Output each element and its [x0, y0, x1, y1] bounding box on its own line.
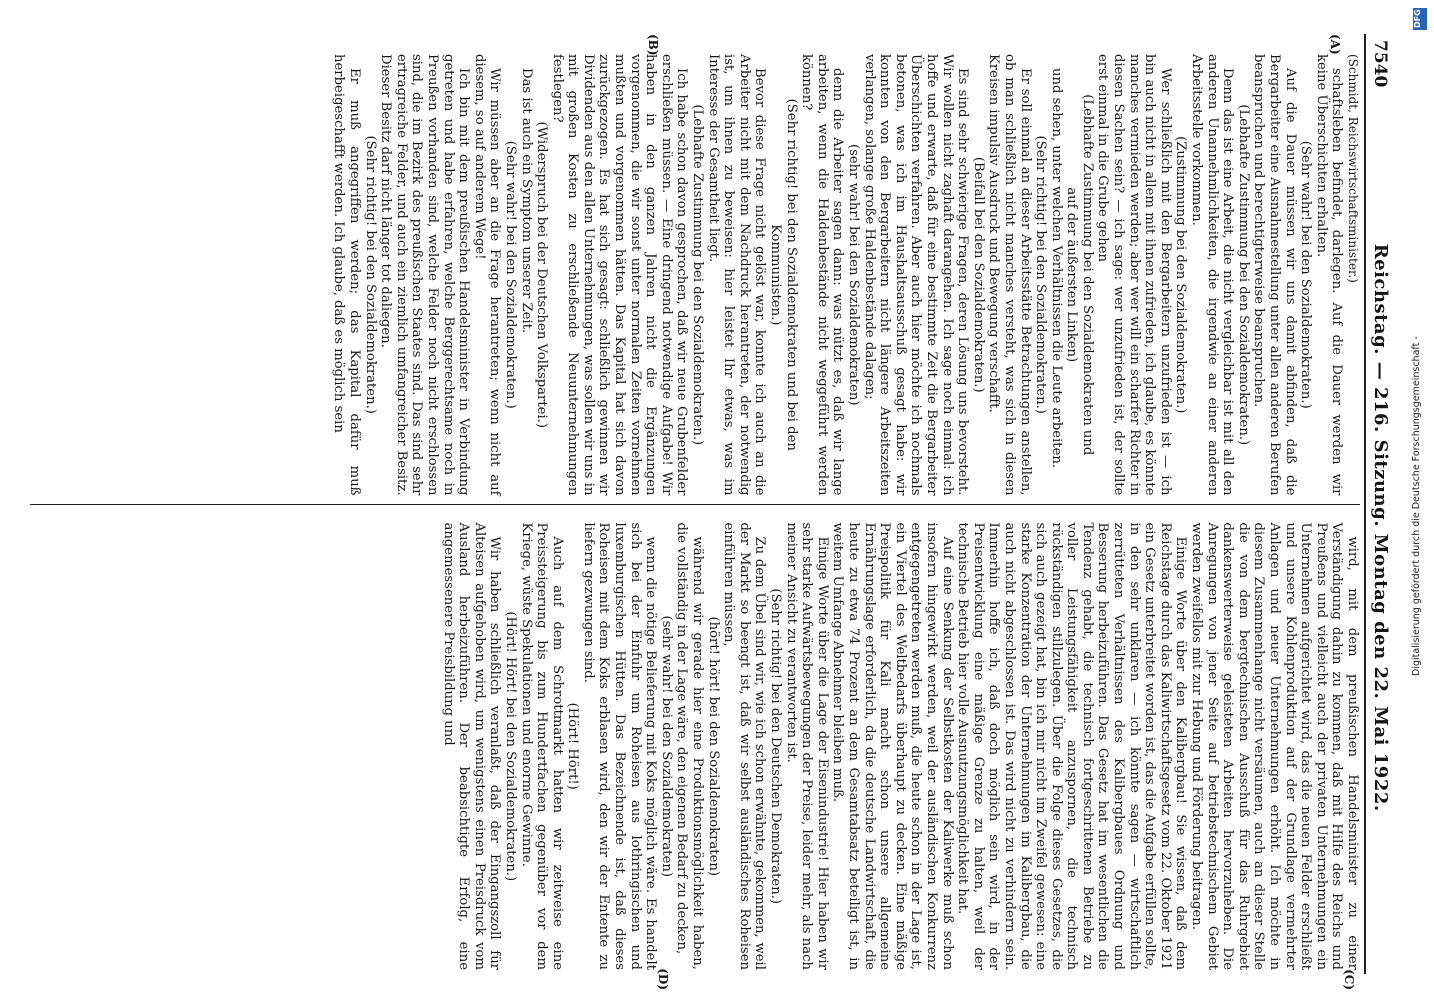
- text-columns: [30, 34, 1360, 990]
- dfg-logo: DFG: [1413, 8, 1427, 30]
- paragraph: Er muß angegriffen werden; das Kapital dafür muß herbeigeschafft werden. Ich glaube, daß es möglich sein: [331, 54, 362, 496]
- interjection: (Lebhafte Zustimmung bei den Sozialdemokraten und auf der äußersten Linken): [1064, 94, 1095, 456]
- paragraph: Wir haben schließlich veranlaßt, daß der Eingangszoll für Alteisen aufgehoben wird, um wenigstens einen Preisdruck vom Ausland herbeizuführen. Der beabsichtigte Erfolg, eine angemessenere Preisbildung und: [440, 522, 503, 970]
- paragraph: Das ist auch ein Symptom unserer Zeit.: [518, 68, 534, 334]
- margin-mark-c: (C): [1342, 969, 1356, 990]
- paragraph: schaftsleben befindet, darlegen. Auf die Dauer werden wir keine Überschichten erhalten.: [1313, 54, 1345, 496]
- paragraph: Wir müssen aber an die Frage herantreten; wenn nicht auf diesem, so auf anderem Wege!: [471, 54, 503, 496]
- left-column-body: [331, 54, 1345, 496]
- speaker-note: (Schmidt, Reichswirtschaftsminister.): [1346, 54, 1360, 283]
- interjection: (Sehr richtig! bei den Sozialdemokraten und bei den Kommunisten.): [768, 98, 799, 451]
- paragraph: Zu dem Übel sind wir, wie ich schon erwähnte, gekommen, weil der Markt so beengt ist, daß wir selbst ausländisches Roheisen einführen müssen,: [721, 522, 768, 970]
- interjection: (Sehr richtig! bei den Sozialdemokraten.): [362, 135, 378, 414]
- paragraph: Einige Worte über den Kalibergbau! Sie wissen, daß dem Reichstage durch das Kaliwirtschaftsgesetz vom 22. Oktober 1921 ein Gesetz unterbreitet worden ist, das die Aufgabe erfüllen sollte, in den sehr unklaren — ich könnte sagen — wirtschaftlich zerrütteten Verhältnissen des Kalibergbaues Ordnung und Besserung herbeizuführen. Das Gesetz hat im wesentlichen die Tendenz gehabt, die technisch fortgeschrittenen Betriebe zu voller Leistungsfähigkeit anzuspornen, die technisch rückständigen stillzulegen. Über die Folge dieses Gesetzes, die sich auch gezeigt hat, bin ich mir nicht im Zweifel gewesen: eine starke Konzentration der Unternehmungen im Kalibergbau, die auch nicht abgeschlossen ist. Das wird nicht zu verhindern sein. Immerhin hoffe ich, daß doch möglich sein wird, in der Preisentwicklung eine mäßige Grenze zu halten, weil der technische Betrieb hier volle Ausnutzungsmöglichkeit hat.: [955, 522, 1189, 970]
- interjection: (Lebhafte Zustimmung bei den Sozialdemokraten.): [690, 104, 706, 446]
- page-number: 7540: [1370, 40, 1390, 88]
- paragraph: wenn die nötige Belieferung mit Koks möglich wäre. Es handelt sich bei der Einfuhr um Roheisen aus lothringischen und luxemburgischen Hütten. Das Bezeichnende ist, daß dieses Roheisen mit dem Koks erblasen wird, den wir der Entente zu liefern gezwungen sind.: [580, 522, 659, 970]
- interjection: (Sehr wahr! bei den Sozialdemokraten.): [1298, 140, 1314, 409]
- paragraph: Auf eine Senkung der Selbstkosten der Kaliwerke muß schon insofern hingewirkt werden, weil der ausländischen Konkurrenz entgegengetreten werden muß, die heute schon in der Lage ist, ein Viertel des Weltbedarfs überhaupt zu decken. Eine mäßige Preispolitik für Kali macht schon unsere allgemeine Ernährungslage erforderlich, da die deutsche Landwirtschaft, die heute zu etwa 74 Prozent an dem Gesamtabsatz beteiligt ist, in weitem Umfange Abnehmer bleiben muß.: [830, 522, 955, 970]
- left-column: [30, 34, 1360, 500]
- paragraph: Er soll einmal an dieser Arbeitsstätte Betrachtungen anstellen, ob man schließlich nicht manches versteht, was sich in diesen Kreisen impulsiv Ausdruck und Bewegung verschafft.: [986, 54, 1033, 496]
- interjection: (Sehr richtig! bei den Deutschen Demokraten.): [768, 588, 784, 905]
- paragraph: wird, mit dem preußischen Handelsminister zu einer Verständigung dahin zu kommen, daß mit Hilfe des Reichs und Preußens und vielleicht auch der privaten Unternehmungen ein Unternehmen aufgerichtet wird, das die neuen Felder erschließt und unsere Kohlenproduktion auf der Grundlage vermehrter Anlagen und neuer Unternehmungen erhöht. Ich möchte in diesem Zusammenhange nicht versäumen, auch an dieser Stelle die von dem bergtechnischen Ausschuß für das Ruhrgebiet dankenswerterweise geleisteten Arbeiten hervorzuheben. Die Anregungen von jener Seite auf betriebstechnischem Gebiet werden zweifellos mit zur Hebung und Förderung beitragen.: [1189, 522, 1360, 970]
- paragraph: Es sind sehr schwierige Fragen, deren Lösung uns bevorsteht. Wir wollen nicht zaghaft darangehen. Ich sage noch einmal: ich hoffe und erwarte, daß für eine bestimmte Zeit die Bergarbeiter Überschichten verfahren. Aber auch hier möchte ich nochmals betonen, was ich im Haushaltsausschuß gesagt habe: wir konnten von den Bergarbeitern nicht längere Arbeitszeiten verlangen, solange große Haldenbestände dalagen;: [861, 54, 971, 496]
- paragraph: Ich bin mit dem preußischen Handelsminister in Verbindung getreten und habe erfahren, welche Berggerechtsame noch in Preußen vorhanden sind, welche Felder noch nicht erschlossen sind, die im Bezirk des preußischen Staates sind. Das sind sehr ertragreiche Felder, und auch ein ziemlich umfangreicher Besitz. Dieser Besitz darf nicht länger tot daliegen.: [378, 54, 472, 496]
- paragraph: denn die Arbeiter sagen dann: was nützt es, daß wir lange arbeiten, wenn die Haldenbestände nicht weggeführt werden können?: [799, 54, 846, 496]
- column-rule: [30, 504, 1360, 505]
- interjection: (Sehr richtig! bei den Sozialdemokraten.): [1033, 135, 1049, 414]
- right-column-body: [440, 523, 1360, 971]
- paragraph: Einige Worte über die Lage der Eisenindustrie! Hier haben wir sehr starke Aufwärtsbewegungen der Preise, leider mehr, als nach meiner Ansicht zu verantworten ist.: [783, 522, 830, 970]
- digitization-note: Digitalisierung gefördert durch die Deutsche Forschungsgemeinschaft -: [1411, 336, 1422, 676]
- interjection: (Beifall bei den Sozialdemokraten.): [970, 156, 986, 393]
- interjection: (hört! hört! bei den Sozialdemokraten): [705, 616, 721, 877]
- interjection: (Hört! Hört! bei den Sozialdemokraten.): [502, 611, 518, 882]
- paragraph: Auch auf dem Schrottmarkt hatten wir zeitweise eine Preissteigerung bis zum Hundertfachen gegenüber vor dem Kriege, wüste Spekulationen und enorme Gewinne.: [518, 522, 565, 970]
- page-header: [1364, 34, 1391, 974]
- margin-mark-b: (B): [646, 34, 660, 56]
- interjection: (Lebhafte Zustimmung bei den Sozialdemokraten.): [1235, 104, 1251, 446]
- margin-mark-d: (D): [656, 968, 670, 990]
- paragraph: und sehen, unter welchen Verhältnissen die Leute arbeiten.: [1048, 68, 1064, 469]
- right-column: [30, 509, 1360, 990]
- interjection: (sehr wahr! bei den Sozialdemokraten): [846, 143, 861, 406]
- margin-mark-a: (A): [1328, 34, 1342, 55]
- page-title: Reichstag. — 216. Sitzung. Montag den 22. Mai 1922.: [1370, 243, 1391, 812]
- paragraph: während wir gerade hier eine Produktionsmöglichkeit haben, die vollständig in der Lage wäre, den eigenen Bedarf zu decken,: [674, 522, 706, 970]
- paragraph: Denn das ist eine Arbeit, die nicht vergleichbar ist mit all den anderen Unannehmlichkeiten, die irgendwie an einer anderen Arbeitsstelle vorkommen.: [1189, 54, 1236, 496]
- interjection: (Hört! Hört!): [565, 702, 581, 790]
- paragraph: Ich habe schon davon gesprochen, daß wir neue Grubenfelder erschließen müssen. — Eine dringend notwendige Aufgabe! Wir haben in den ganzen Jahren nicht die Ergänzungen vorgenommen, die wir sonst unter normalen Zeiten vornehmen mußten und vorgenommen hätten. Das Kapital hat sich davon zurückgezogen. Es hat sich gesagt: schließlich gewinnen wir Dividenden aus den allen Unternehmungen, was sollen wir uns in mit großen Kosten zu erschließende Neuunternehmungen festlegen?: [549, 54, 690, 496]
- interjection: (sehr wahr! bei den Sozialdemokraten): [658, 615, 674, 878]
- paragraph: Auf die Dauer müssen wir uns damit abfinden, daß die Bergarbeiter eine Ausnahmestellung unter allen anderen Berufen beanspruchen und berechtigterweise beanspruchen.: [1251, 54, 1298, 496]
- interjection: (Widerspruch bei der Deutschen Volkspartei.): [534, 121, 550, 428]
- paragraph: Bevor diese Frage nicht gelöst war, konnte ich auch an die Arbeiter nicht mit dem Nachdruck herantreten, der notwendig ist, um ihnen zu beweisen: hier leistet Ihr etwas, was im Interesse der Gesamtheit liegt.: [705, 54, 768, 496]
- paragraph: Wer schließlich mit den Bergarbeitern unzufrieden ist — ich bin auch nicht in allem mit ihnen zufrieden, ich glaube, es könnte manches vermieden werden; aber wer will ein scharfer Richter in diesen Sachen sein? — ich sage: wer unzufrieden ist, der sollte erst einmal in die Grube gehen: [1095, 54, 1173, 496]
- interjection: (Sehr wahr! bei den Sozialdemokraten.): [502, 140, 518, 409]
- interjection: (Zustimmung bei den Sozialdemokraten.): [1173, 136, 1189, 414]
